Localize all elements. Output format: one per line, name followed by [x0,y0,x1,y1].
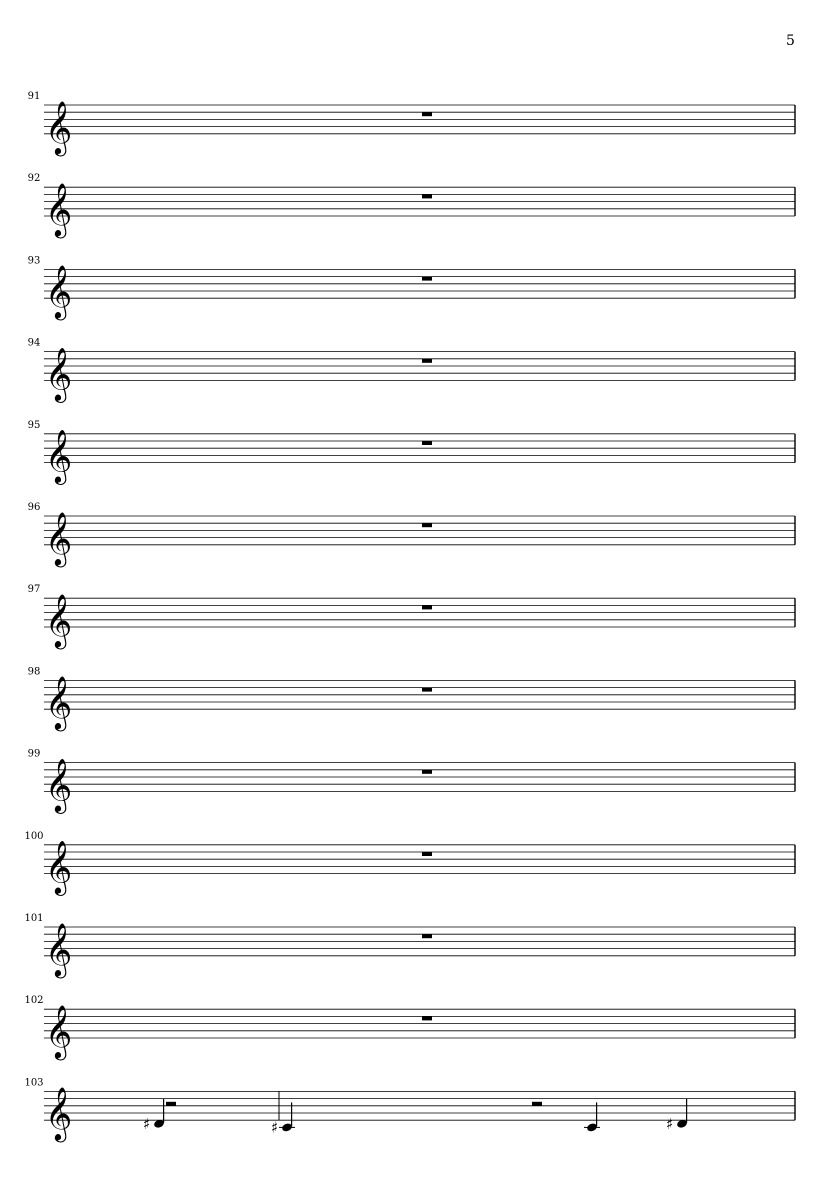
measure-number: 92 [27,173,41,185]
whole-rest [422,605,432,609]
page-number: 5 [786,33,795,49]
staff-system [28,749,795,814]
staff-system [28,584,795,649]
treble-clef-icon: 𝄞 [45,510,73,565]
whole-rest [422,852,432,856]
whole-rest [422,441,432,445]
treble-clef-icon: 𝄞 [45,1004,73,1058]
whole-rest [422,770,432,774]
treble-clef-icon: 𝄞 [45,757,73,812]
half-rest [166,1102,176,1106]
whole-rest [422,359,432,363]
sharp-icon: ♯ [271,1118,279,1137]
measure-number: 96 [27,502,41,513]
staff-system [28,255,795,320]
measure-number: 100 [24,830,44,842]
treble-clef-icon: 𝄞 [45,839,73,894]
note-0 [143,1099,165,1133]
measure-number: 91 [27,91,41,102]
treble-clef-icon: 𝄞 [45,182,73,236]
treble-clef-icon: 𝄞 [45,99,73,154]
measure-number: 95 [27,419,41,431]
measure-number: 102 [24,995,44,1007]
measure-number: 93 [27,255,41,267]
treble-clef-icon: 𝄞 [45,428,73,483]
measure-number: 98 [27,666,41,678]
measure-number: 99 [27,748,41,760]
treble-clef-icon: 𝄞 [45,264,73,319]
note-1 [271,1102,295,1136]
whole-rest [422,523,432,527]
staff-system [28,420,795,485]
measure-number: 101 [24,913,44,924]
staff-system [28,338,795,403]
treble-clef-icon: 𝄞 [45,675,73,730]
treble-clef-icon: 𝄞 [45,593,73,647]
note-2 [584,1102,600,1132]
half-rest [532,1102,542,1106]
whole-rest [422,934,432,938]
whole-rest [422,688,432,692]
staff-system [24,831,795,896]
sharp-icon: ♯ [143,1114,151,1133]
staff-system [24,995,795,1060]
whole-rest [422,1016,432,1020]
measure-number: 97 [27,584,41,596]
staff-system [28,502,795,567]
treble-clef-icon: 𝄞 [45,1086,73,1141]
whole-rest [422,112,432,116]
measure-number: 94 [27,337,41,349]
staff-system [28,91,795,156]
staff-system [24,913,795,978]
staff-system [28,173,795,238]
measure-number: 103 [24,1077,44,1089]
staff-system [28,666,795,731]
whole-rest [422,194,432,198]
sharp-icon: ♯ [666,1114,674,1133]
staff-system [24,1077,795,1142]
whole-rest [422,277,432,281]
note-3 [666,1099,688,1133]
treble-clef-icon: 𝄞 [45,346,73,401]
treble-clef-icon: 𝄞 [45,921,73,976]
